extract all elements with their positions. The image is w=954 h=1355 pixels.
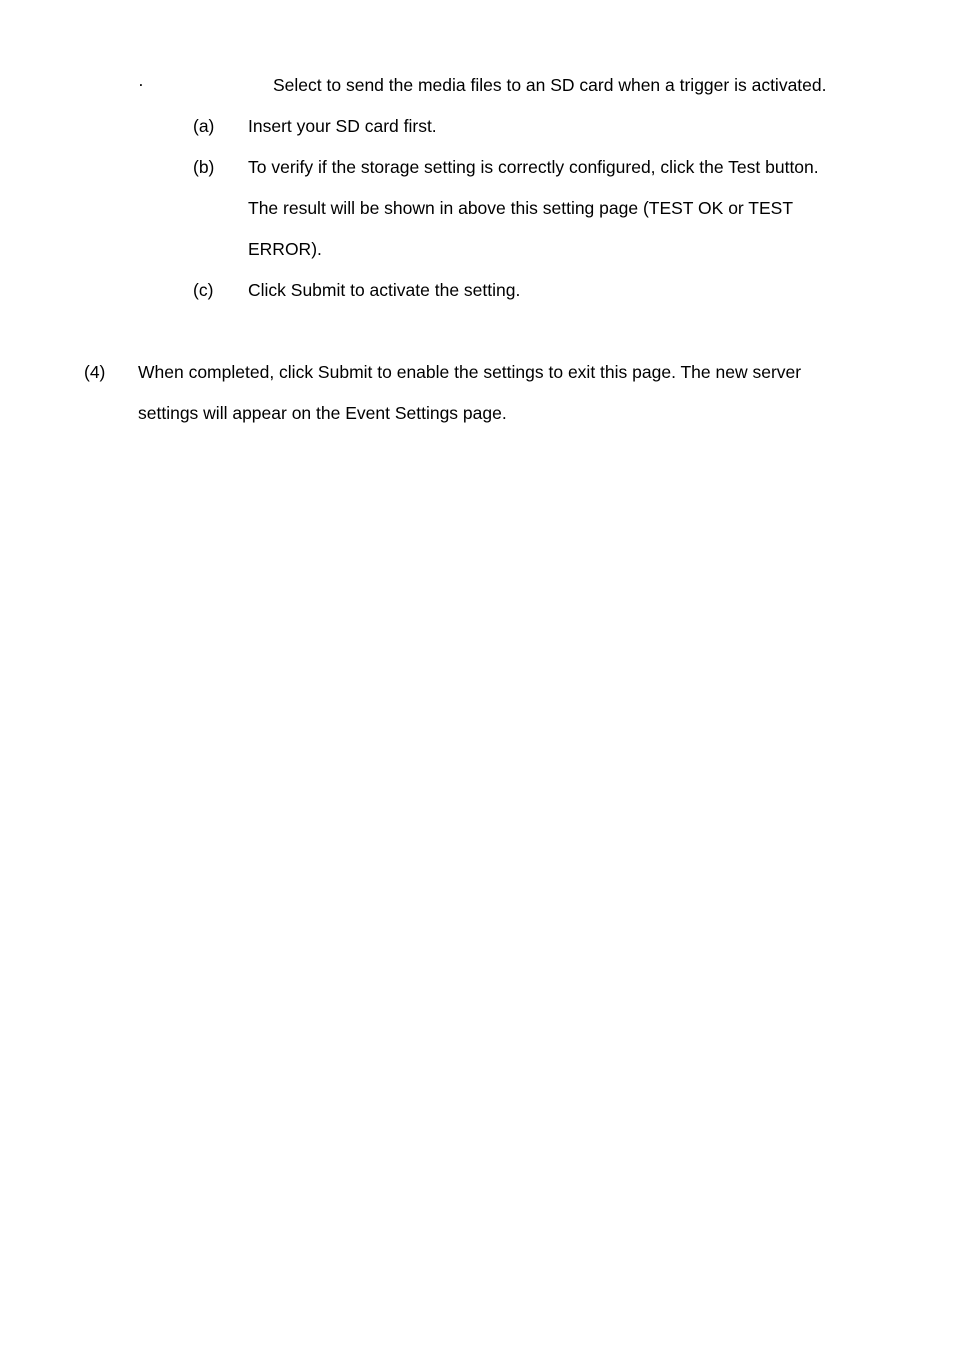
sub-step-b-marker: (b) bbox=[193, 157, 215, 177]
step-4-marker: (4) bbox=[84, 362, 106, 382]
sub-step-b-text-line-1: To verify if the storage setting is correctly configured, click the Test button. bbox=[248, 157, 819, 177]
sub-step-b-text-line-3: ERROR). bbox=[248, 239, 322, 259]
step-4-text-line-2: settings will appear on the Event Settings page. bbox=[138, 403, 507, 423]
sub-step-a-marker: (a) bbox=[193, 116, 215, 136]
bullet-marker: · bbox=[138, 74, 144, 94]
bullet-item-text: Select to send the media files to an SD card when a trigger is activated. bbox=[273, 75, 827, 95]
sub-step-b-text-line-2: The result will be shown in above this setting page (TEST OK or TEST bbox=[248, 198, 794, 218]
sub-step-c-marker: (c) bbox=[193, 280, 214, 300]
sub-step-a-text: Insert your SD card first. bbox=[248, 116, 437, 136]
step-4-text-line-1: When completed, click Submit to enable the settings to exit this page. The new server bbox=[138, 362, 802, 382]
sub-step-c-text: Click Submit to activate the setting. bbox=[248, 280, 521, 300]
